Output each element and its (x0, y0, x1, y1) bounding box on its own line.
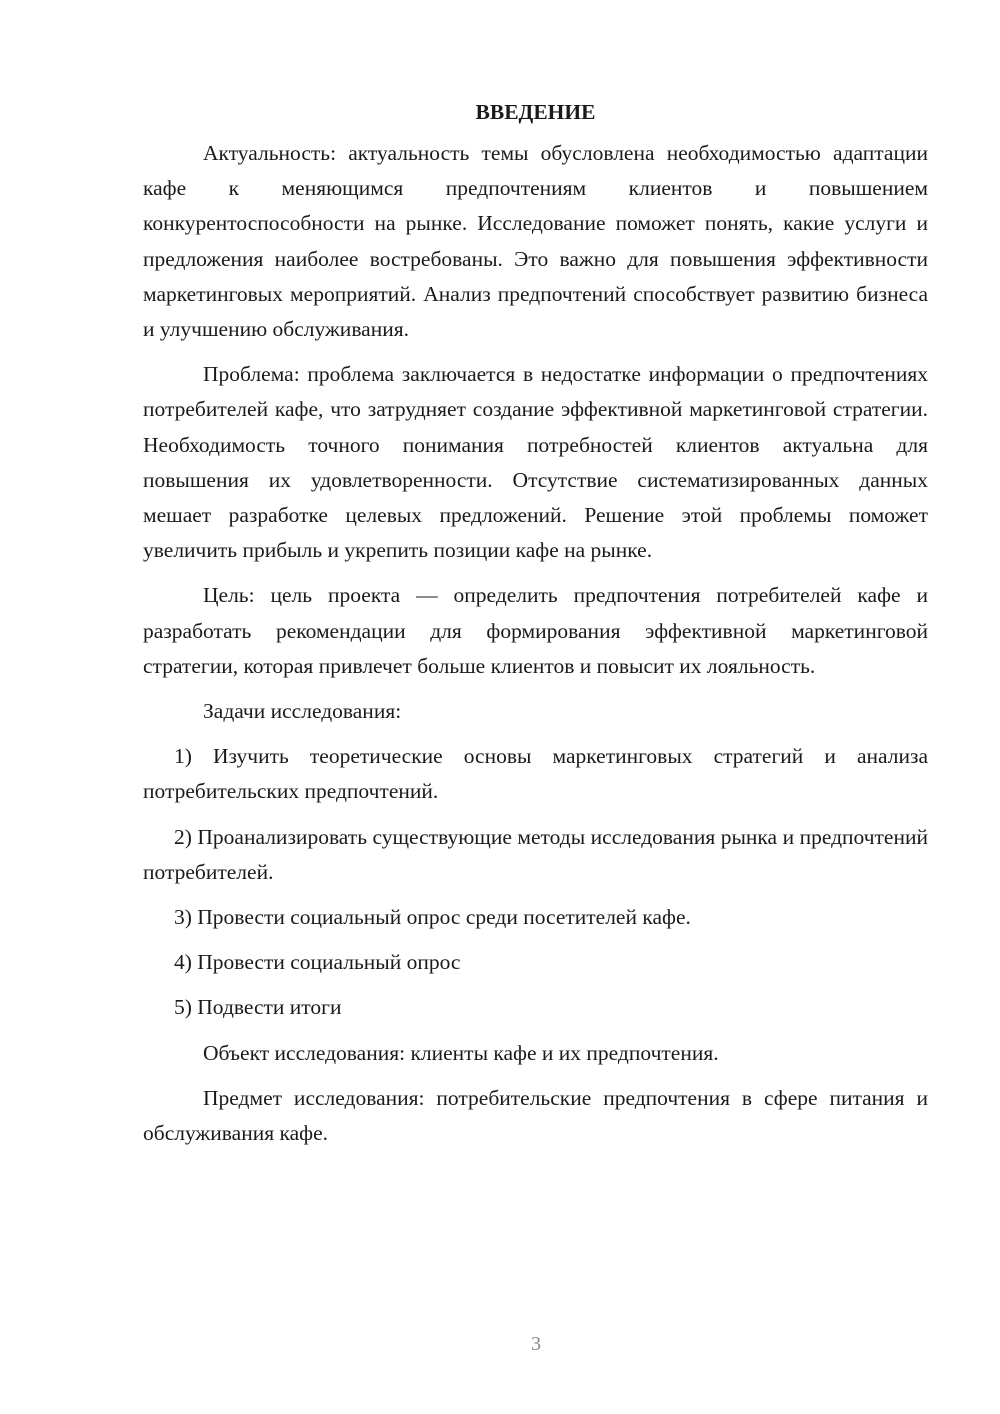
task-item-1: 1) Изучить теоретические основы маркетинговых стратегий и анализа потребительских предпочтений. (143, 744, 928, 804)
document-page (143, 93, 928, 1161)
task-item-2: 2) Проанализировать существующие методы исследования рынка и предпочтений потребителей. (143, 824, 928, 884)
problem-paragraph: Проблема: проблема заключается в недостатке информации о предпочтениях потребителей кафе, что затрудняет создание эффективной маркетинговой стратегии. Необходимость точного понимания потребностей клиентов актуальна для повышения их удовлетворенности. Отсутствие систематизированных данных мешает разработке целевых предложений. Решение этой проблемы поможет увеличить прибыль и укрепить позиции кафе на рынке. (143, 362, 928, 563)
tasks-list (143, 739, 928, 1025)
research-subject-paragraph: Предмет исследования: потребительские предпочтения в сфере питания и обслуживания кафе. (143, 1085, 928, 1146)
research-object-paragraph: Объект исследования: клиенты кафе и их предпочтения. (203, 1040, 719, 1065)
document-title: ВВЕДЕНИЕ (475, 100, 596, 124)
task-item-3: 3) Провести социальный опрос среди посетителей кафе. (174, 905, 691, 930)
goal-paragraph: Цель: цель проекта — определить предпочтения потребителей кафе и разработать рекомендации для формирования эффективной маркетинговой стратегии, которая привлечет больше клиентов и повысит их лояльность. (143, 583, 928, 678)
relevance-paragraph: Актуальность: актуальность темы обусловлена необходимостью адаптации кафе к меняющимся предпочтениям клиентов и повышением конкурентоспособности на рынке. Исследование поможет понять, какие услуги и предложения наиболее востребованы. Это важно для повышения эффективности маркетинговых мероприятий. Анализ предпочтений способствует развитию бизнеса и улучшению обслуживания. (143, 141, 928, 342)
tasks-heading: Задачи исследования: (203, 699, 402, 724)
task-item-5: 5) Подвести итоги (174, 995, 342, 1020)
task-item-4: 4) Провести социальный опрос (174, 950, 461, 975)
page-number: 3 (531, 1333, 541, 1355)
